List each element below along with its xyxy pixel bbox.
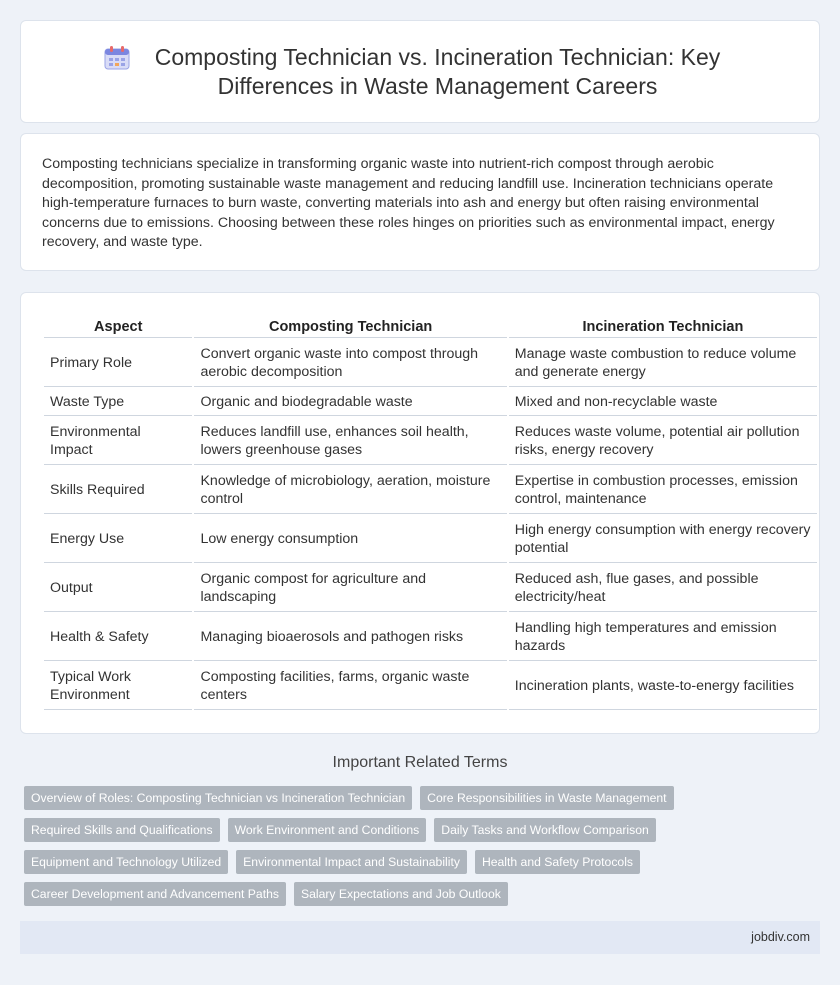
composting-cell: Composting facilities, farms, organic waste centers	[194, 663, 506, 710]
incineration-cell: Manage waste combustion to reduce volume and generate energy	[509, 340, 817, 387]
related-term-tag[interactable]: Equipment and Technology Utilized	[24, 850, 228, 874]
composting-cell: Organic compost for agriculture and landscaping	[194, 565, 506, 612]
comparison-table	[42, 314, 819, 712]
incineration-cell: Incineration plants, waste-to-energy facilities	[509, 663, 817, 710]
related-term-tag[interactable]: Required Skills and Qualifications	[24, 818, 220, 842]
aspect-cell: Energy Use	[44, 516, 192, 563]
aspect-cell: Waste Type	[44, 389, 192, 416]
related-term-tag[interactable]: Overview of Roles: Composting Technician vs Incineration Technician	[24, 786, 412, 810]
title-card	[20, 20, 820, 123]
table-header-row	[44, 316, 817, 338]
related-term-tag[interactable]: Daily Tasks and Workflow Comparison	[434, 818, 656, 842]
header-aspect: Aspect	[44, 316, 192, 338]
incineration-cell: Reduces waste volume, potential air pollution risks, energy recovery	[509, 418, 817, 465]
aspect-cell: Typical Work Environment	[44, 663, 192, 710]
table-row	[44, 614, 817, 661]
table-row	[44, 516, 817, 563]
footer	[20, 921, 820, 954]
footer-site-link[interactable]: jobdiv.com	[751, 930, 810, 944]
aspect-cell: Skills Required	[44, 467, 192, 514]
table-row	[44, 340, 817, 387]
related-term-tag[interactable]: Salary Expectations and Job Outlook	[294, 882, 508, 906]
aspect-cell: Environmental Impact	[44, 418, 192, 465]
related-term-tag[interactable]: Core Responsibilities in Waste Management	[420, 786, 673, 810]
composting-cell: Reduces landfill use, enhances soil health, lowers greenhouse gases	[194, 418, 506, 465]
composting-cell: Managing bioaerosols and pathogen risks	[194, 614, 506, 661]
related-term-tag[interactable]: Career Development and Advancement Paths	[24, 882, 286, 906]
incineration-cell: High energy consumption with energy recovery potential	[509, 516, 817, 563]
table-row	[44, 565, 817, 612]
aspect-cell: Health & Safety	[44, 614, 192, 661]
page-title: Composting Technician vs. Incineration Technician: Key Differences in Waste Management Careers	[154, 44, 721, 99]
incineration-cell: Expertise in combustion processes, emission control, maintenance	[509, 467, 817, 514]
comparison-card	[20, 292, 820, 734]
incineration-cell: Handling high temperatures and emission hazards	[509, 614, 817, 661]
table-row	[44, 663, 817, 710]
related-term-tag[interactable]: Work Environment and Conditions	[228, 818, 427, 842]
composting-cell: Organic and biodegradable waste	[194, 389, 506, 416]
related-term-tag[interactable]: Health and Safety Protocols	[475, 850, 640, 874]
table-row	[44, 467, 817, 514]
header-composting: Composting Technician	[194, 316, 506, 338]
related-term-tag[interactable]: Environmental Impact and Sustainability	[236, 850, 467, 874]
composting-cell: Knowledge of microbiology, aeration, moisture control	[194, 467, 506, 514]
composting-cell: Convert organic waste into compost through aerobic decomposition	[194, 340, 506, 387]
header-incineration: Incineration Technician	[509, 316, 817, 338]
aspect-cell: Primary Role	[44, 340, 192, 387]
intro-paragraph: Composting technicians specialize in transforming organic waste into nutrient-rich compost through aerobic decomposition, promoting sustainable waste management and reducing landfill use. Incineration technicians operate high-temperature furnaces to burn waste, converting materials into ash and energy but often raising environmental concerns due to emissions. Choosing between these roles hinges on priorities such as environmental impact, energy recovery, and waste type.	[42, 156, 775, 250]
table-row	[44, 418, 817, 465]
composting-cell: Low energy consumption	[194, 516, 506, 563]
related-terms-title: Important Related Terms	[332, 754, 508, 771]
incineration-cell: Mixed and non-recyclable waste	[509, 389, 817, 416]
table-row	[44, 389, 817, 416]
related-terms-list	[24, 786, 824, 914]
incineration-cell: Reduced ash, flue gases, and possible electricity/heat	[509, 565, 817, 612]
aspect-cell: Output	[44, 565, 192, 612]
intro-card	[20, 133, 820, 271]
